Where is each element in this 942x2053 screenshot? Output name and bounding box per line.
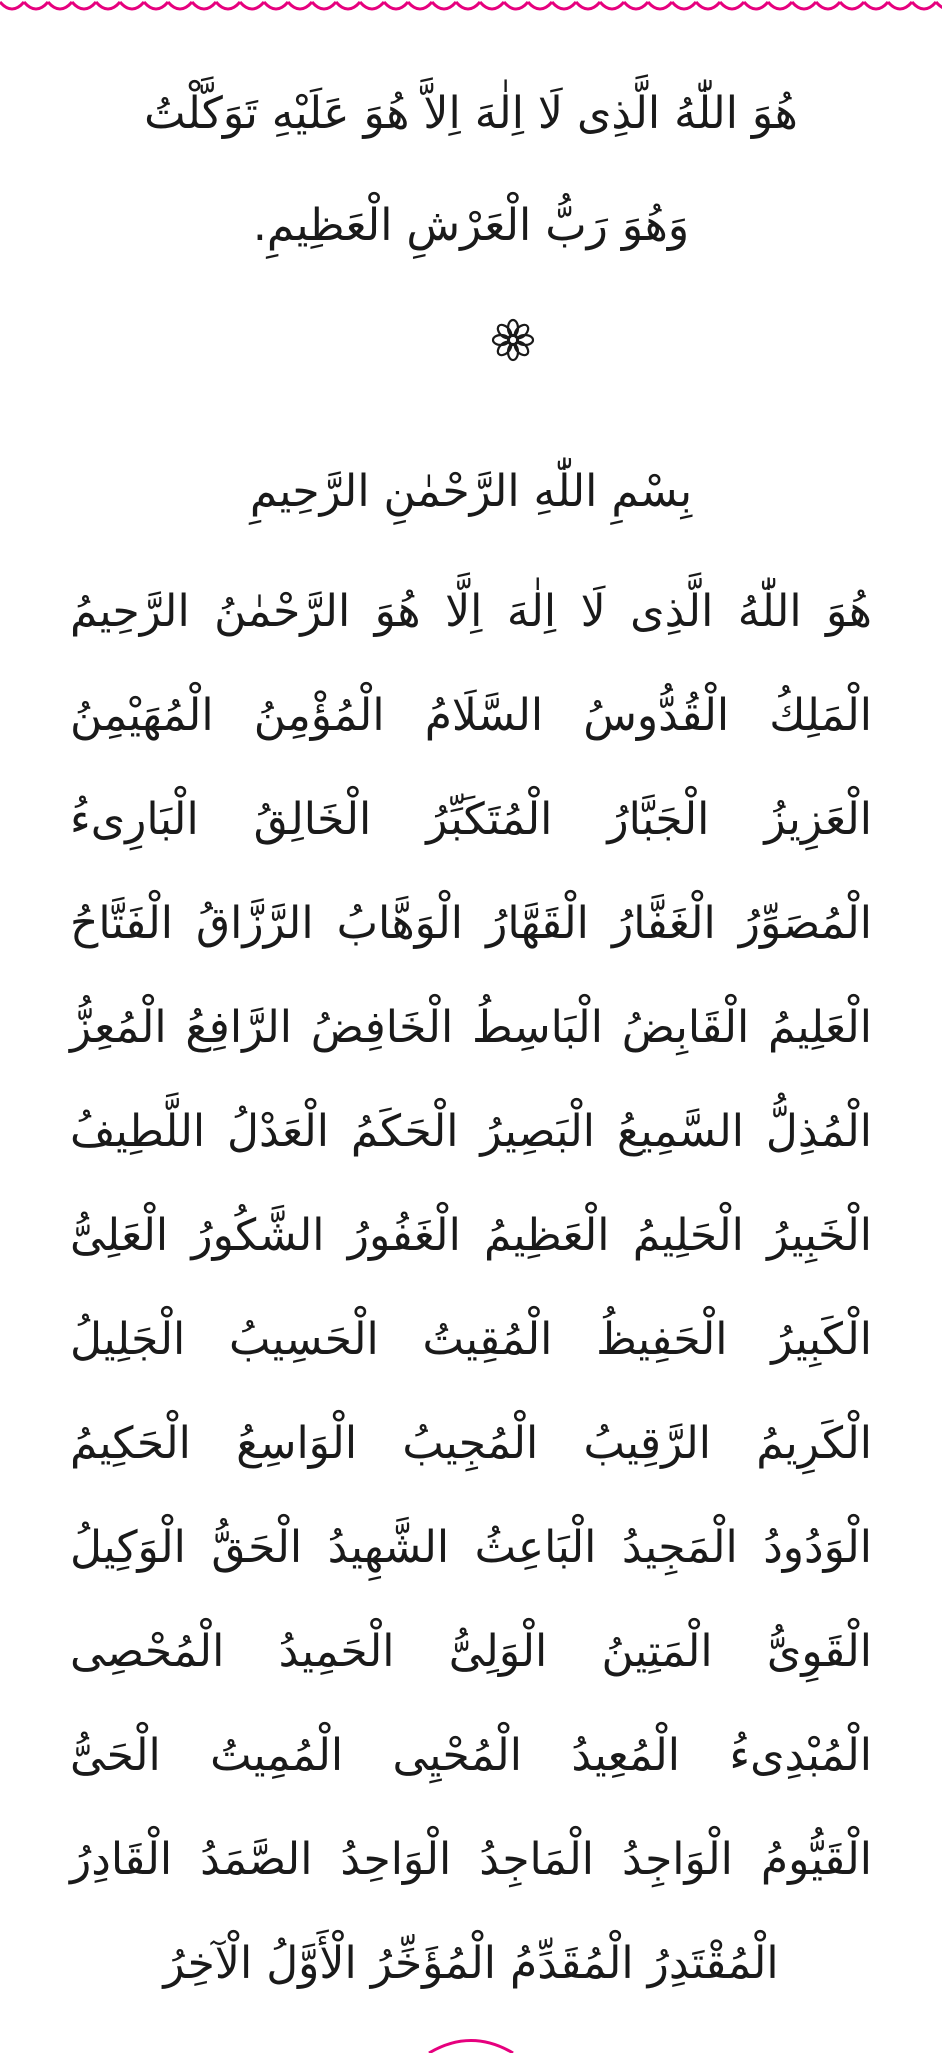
scallop (264, 2, 288, 9)
scallop (888, 2, 912, 9)
scallop (528, 2, 552, 9)
names-line: الْخَبِيرُ الْحَلِيمُ الْعَظِيمُ الْغَفُورُ الشَّكُورُ الْعَلِىُّ (70, 1210, 872, 1261)
scallop (432, 2, 456, 9)
scallop (72, 2, 96, 9)
scallop (456, 2, 480, 9)
scallop (288, 2, 312, 9)
names-line: الْمَلِكُ الْقُدُّوسُ السَّلَامُ الْمُؤْمِنُ الْمُهَيْمِنُ (70, 690, 872, 741)
scallop (384, 2, 408, 9)
scallop (144, 2, 168, 9)
names-line: الْكَبِيرُ الْحَفِيظُ الْمُقِيتُ الْحَسِيبُ الْجَلِيلُ (70, 1314, 872, 1365)
scallop (360, 2, 384, 9)
petal (512, 322, 530, 340)
names-line: الْكَرِيمُ الرَّقِيبُ الْمُجِيبُ الْوَاسِعُ الْحَكِيمُ (70, 1418, 872, 1469)
scallop (576, 2, 600, 9)
scallop (96, 2, 120, 9)
names-line: الْقَيُّومُ الْوَاجِدُ الْمَاجِدُ الْوَاحِدُ الصَّمَدُ الْقَادِرُ (70, 1834, 872, 1885)
names-line: الْعَزِيزُ الْجَبَّارُ الْمُتَكَبِّرُ الْخَالِقُ الْبَارِىءُ (70, 794, 872, 845)
scallop (768, 2, 792, 9)
top-verse (70, 58, 872, 282)
basmala: بِسْمِ اللّٰهِ الرَّحْمٰنِ الرَّحِيمِ (249, 466, 693, 517)
names-line: الْمُقْتَدِرُ الْمُقَدِّمُ الْمُؤَخِّرُ الْأَوَّلُ الْآخِرُ (163, 1938, 779, 1989)
scallop (600, 2, 624, 9)
names-line: الْمُبْدِىءُ الْمُعِيدُ الْمُحْيِى الْمُمِيتُ الْحَىُّ (70, 1730, 872, 1781)
scallop (312, 2, 336, 9)
top-verse-line: وَهُوَ رَبُّ الْعَرْشِ الْعَظِيمِ. (252, 200, 690, 251)
scallop (912, 2, 936, 9)
scallop (624, 2, 648, 9)
scallop (744, 2, 768, 9)
flower-ornament-icon (491, 318, 535, 362)
divine-names-block (70, 560, 872, 2016)
scallop (480, 2, 504, 9)
scalloped-border (0, 0, 942, 14)
page-ornament-icon (421, 2034, 521, 2053)
scallop (216, 2, 240, 9)
names-line: الْعَلِيمُ الْقَابِضُ الْبَاسِطُ الْخَافِضُ الرَّافِعُ الْمُعِزُّ (70, 1002, 872, 1053)
scallop (240, 2, 264, 9)
scallop (504, 2, 528, 9)
petal (495, 322, 513, 340)
petal (512, 339, 530, 357)
top-verse-line: هُوَ اللّٰهُ الَّذِى لَا اِلٰهَ اِلاَّ هُوَ عَلَيْهِ تَوَكَّلْتُ (144, 88, 798, 139)
scallop (840, 2, 864, 9)
scallop (24, 2, 48, 9)
names-line: الْوَدُودُ الْمَجِيدُ الْبَاعِثُ الشَّهِيدُ الْحَقُّ الْوَكِيلُ (70, 1522, 872, 1573)
names-line: هُوَ اللّٰهُ الَّذِى لَا اِلٰهَ اِلَّا هُوَ الرَّحْمٰنُ الرَّحِيمُ (70, 586, 872, 637)
scallop (648, 2, 672, 9)
scallop (120, 2, 144, 9)
names-line: الْمُصَوِّرُ الْغَفَّارُ الْقَهَّارُ الْوَهَّابُ الرَّزَّاقُ الْفَتَّاحُ (70, 898, 872, 949)
scallop (696, 2, 720, 9)
scallop (48, 2, 72, 9)
scallop (168, 2, 192, 9)
scallop (336, 2, 360, 9)
scallop (864, 2, 888, 9)
scallop (936, 2, 942, 9)
scallop (408, 2, 432, 9)
names-line: الْقَوِىُّ الْمَتِينُ الْوَلِىُّ الْحَمِيدُ الْمُحْصِى (70, 1626, 872, 1677)
names-line: الْمُذِلُّ السَّمِيعُ الْبَصِيرُ الْحَكَمُ الْعَدْلُ اللَّطِيفُ (70, 1106, 872, 1157)
petal (495, 339, 513, 357)
scallop (720, 2, 744, 9)
scallop (192, 2, 216, 9)
scallop (792, 2, 816, 9)
scallop (552, 2, 576, 9)
scallop (672, 2, 696, 9)
scallop (816, 2, 840, 9)
scallop (0, 2, 24, 9)
